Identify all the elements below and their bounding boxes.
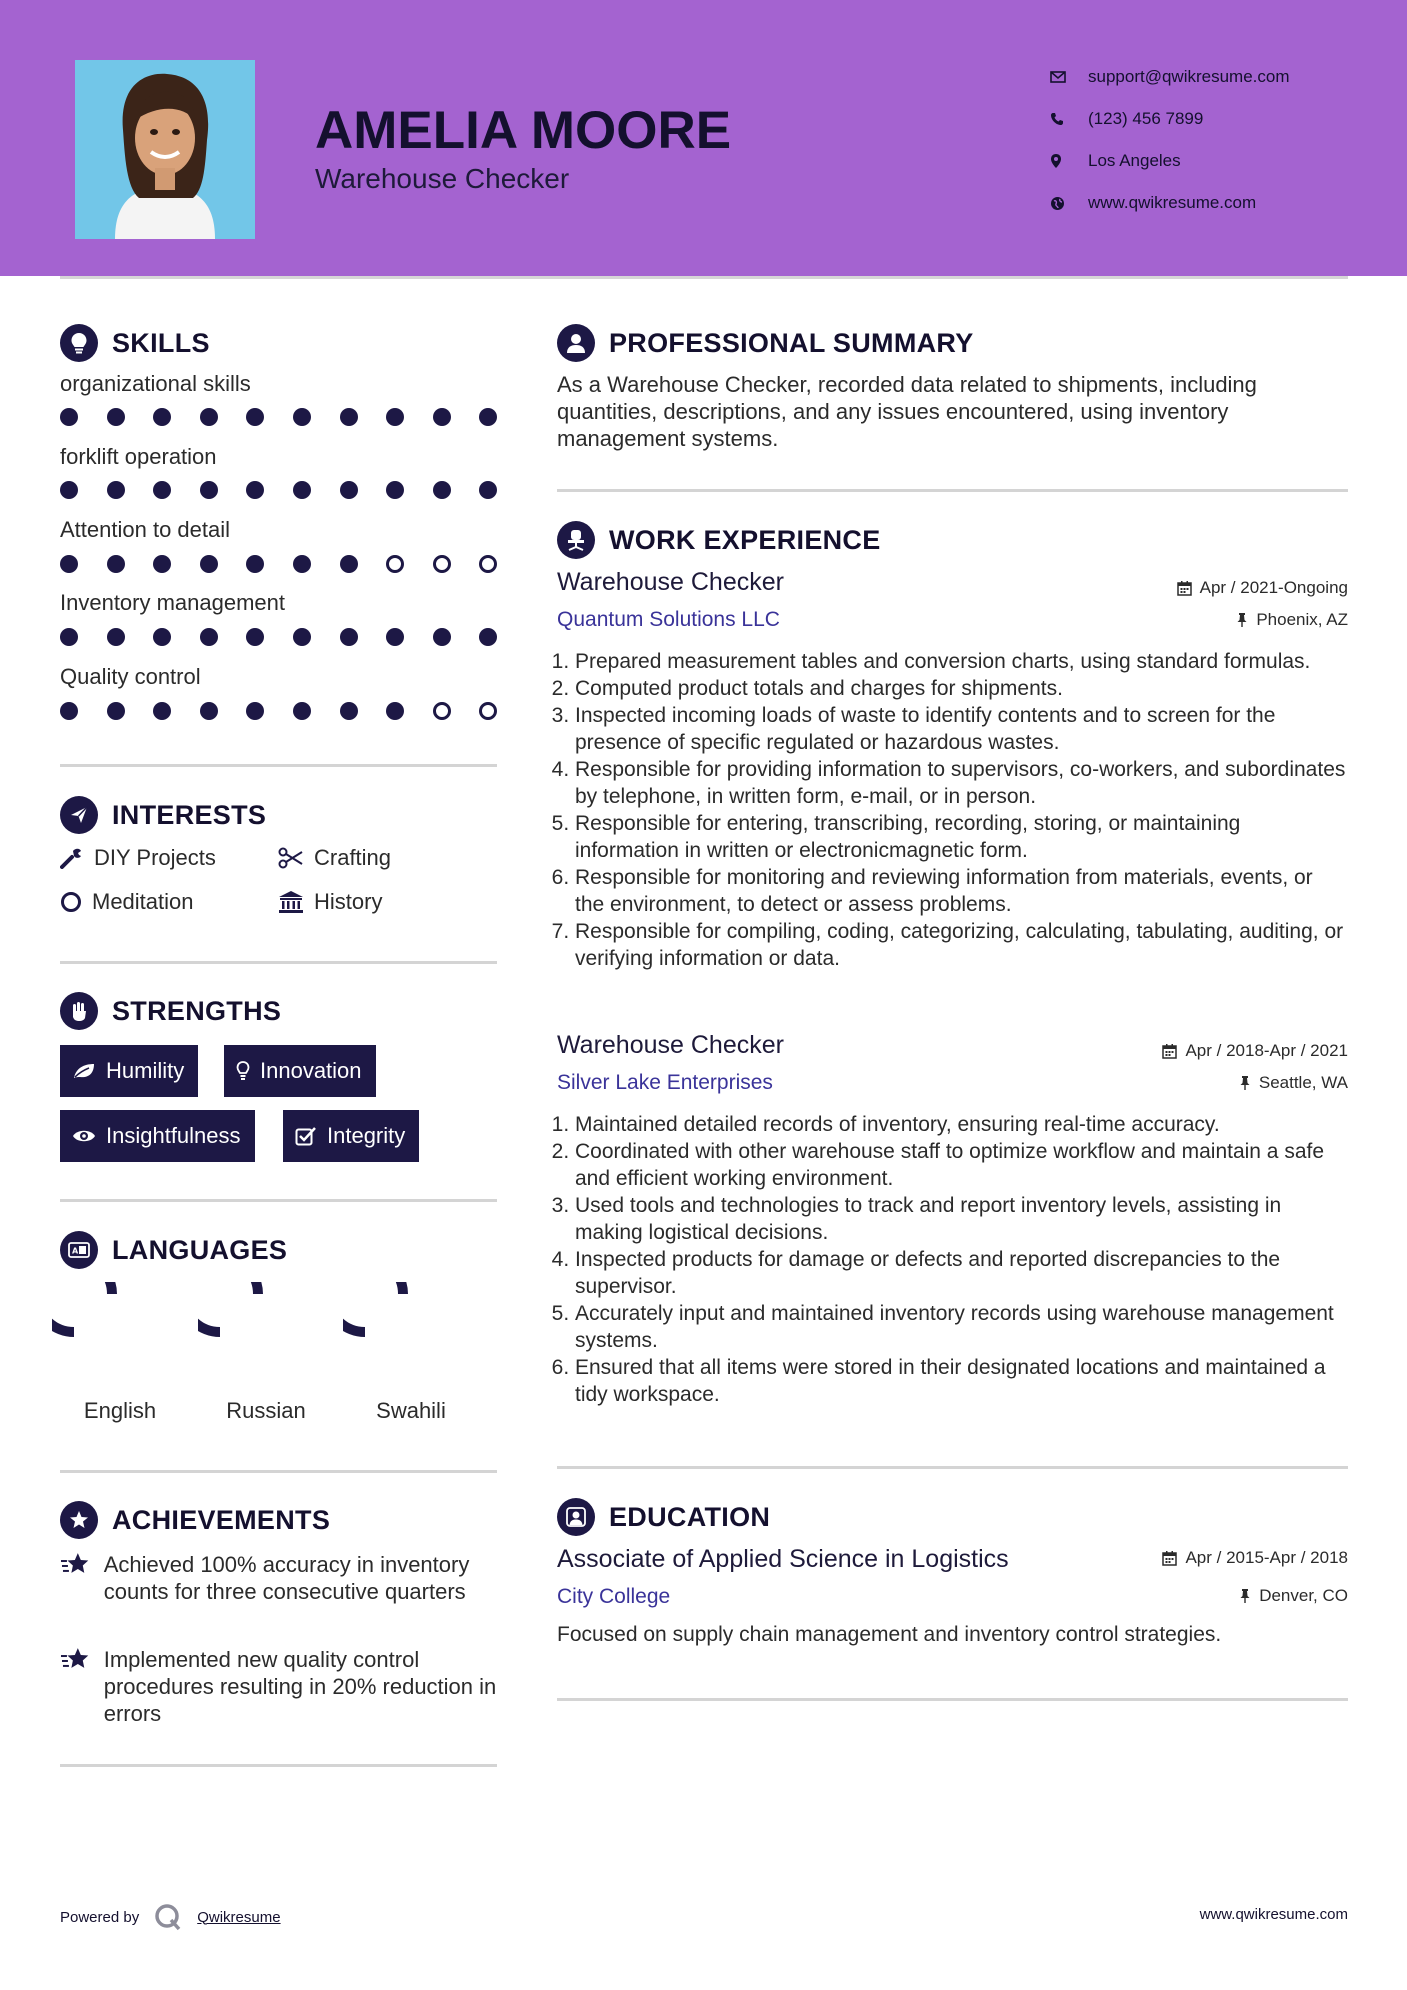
- achievements-heading: [60, 1501, 330, 1539]
- skill-dot-filled: [293, 628, 311, 646]
- skill-dot-filled: [153, 481, 171, 499]
- skill-dot-filled: [433, 408, 451, 426]
- interests-heading-text: INTERESTS: [112, 799, 267, 830]
- duty-item: 4. Responsible for providing information to supervisors, co-workers, and subordinates by telephone, in written form, e-mail, or in person.: [575, 756, 1347, 810]
- skill-dot-filled: [153, 555, 171, 573]
- skill-dot-filled: [200, 702, 218, 720]
- job-title: Warehouse Checker: [557, 568, 784, 596]
- skill-dot-filled: [386, 628, 404, 646]
- duty-item: 6. Responsible for monitoring and reviewing information from materials, events, or the environment, to detect or assess problems.: [575, 864, 1347, 918]
- language-gauge: [52, 1282, 172, 1387]
- job-company: Silver Lake Enterprises: [557, 1071, 773, 1094]
- language-ring-arc: [198, 1282, 258, 1332]
- languages-heading: [60, 1231, 287, 1269]
- powered-by-text: Powered by: [60, 1908, 140, 1926]
- skill-dot-filled: [340, 555, 358, 573]
- summary-text: As a Warehouse Checker, recorded data related to shipments, including quantities, descriptions, and any issues encountered, using inventory management systems.: [557, 372, 1257, 451]
- skill-label: organizational skills: [60, 371, 251, 396]
- skill-dot-filled: [386, 408, 404, 426]
- strength-tag: [60, 1045, 198, 1097]
- pushpin-icon: [1239, 1075, 1251, 1091]
- skill-dot-filled: [246, 702, 264, 720]
- interest-item: [60, 845, 216, 871]
- skill-rating: [60, 481, 500, 501]
- header-divider: [60, 276, 1348, 279]
- hand-icon: [60, 992, 98, 1030]
- skill-dot-filled: [479, 628, 497, 646]
- strength-tag: [60, 1110, 255, 1162]
- strength-label: Innovation: [260, 1058, 362, 1083]
- language-ring-arc: [343, 1282, 403, 1332]
- duty-item: 7. Responsible for compiling, coding, categorizing, calculating, tabulating, auditing, or verifying information or data.: [575, 918, 1347, 972]
- section-divider: [557, 1698, 1348, 1701]
- job-location-text: Phoenix, AZ: [1256, 610, 1348, 629]
- interest-label: DIY Projects: [94, 845, 216, 870]
- skill-dot-filled: [60, 702, 78, 720]
- interest-item: [60, 889, 194, 915]
- skill-label: Quality control: [60, 664, 201, 689]
- svg-text:A: A: [72, 1246, 79, 1256]
- skill-label: Inventory management: [60, 590, 286, 615]
- skill-label: Attention to detail: [60, 517, 231, 542]
- strength-label: Insightfulness: [106, 1123, 241, 1148]
- phone-icon: [1050, 112, 1088, 126]
- skill-dot-filled: [153, 702, 171, 720]
- skill-dot-filled: [293, 555, 311, 573]
- skill-dot-empty: [479, 702, 497, 720]
- achievements-heading-text: ACHIEVEMENTS: [112, 1504, 331, 1535]
- contact-website[interactable]: [1050, 182, 1290, 224]
- job-duties: [557, 1111, 1347, 1408]
- interest-label: History: [314, 889, 383, 914]
- skill-dot-filled: [386, 702, 404, 720]
- skill-dot-filled: [153, 408, 171, 426]
- skill-dot-filled: [200, 481, 218, 499]
- skill-rating: [60, 628, 500, 648]
- skill-dot-filled: [60, 481, 78, 499]
- skill-dot-filled: [60, 555, 78, 573]
- check-square-icon: [295, 1126, 317, 1146]
- skill-dot-filled: [433, 628, 451, 646]
- duty-item: 1. Maintained detailed records of inventory, ensuring real-time accuracy.: [575, 1111, 1347, 1138]
- leaf-icon: [72, 1062, 96, 1080]
- duty-item: 3. Inspected incoming loads of waste to identify contents and to screen for the presence of specific regulated or hazardous wastes.: [575, 702, 1347, 756]
- section-divider: [60, 961, 497, 964]
- scissors-icon: [278, 847, 304, 869]
- job-location: [1236, 610, 1348, 630]
- skill-dot-filled: [293, 702, 311, 720]
- skills-heading: [60, 324, 210, 362]
- language-label: English: [83, 1398, 157, 1423]
- skill-dot-filled: [107, 555, 125, 573]
- contact-location-text: Los Angeles: [1088, 151, 1181, 170]
- experience-heading-text: WORK EXPERIENCE: [609, 524, 881, 555]
- language-ring-arc: [52, 1282, 112, 1332]
- education-dates: [1162, 1548, 1348, 1568]
- envelope-icon: [1050, 71, 1088, 83]
- language-gauge: [198, 1282, 318, 1387]
- skill-dot-filled: [293, 481, 311, 499]
- header-banner: [0, 0, 1407, 276]
- skill-dot-empty: [386, 555, 404, 573]
- skill-dot-empty: [479, 555, 497, 573]
- job-dates: [1177, 578, 1348, 598]
- contact-phone: [1050, 98, 1290, 140]
- interest-label: Meditation: [92, 889, 194, 914]
- skill-dot-empty: [433, 702, 451, 720]
- candidate-name: AMELIA MOORE: [315, 101, 732, 160]
- duty-item: 5. Responsible for entering, transcribing, recording, storing, or maintaining information in written or electronicmagnetic form.: [575, 810, 1347, 864]
- globe-icon: [1050, 196, 1088, 211]
- user-icon: [557, 324, 595, 362]
- skill-dot-filled: [60, 408, 78, 426]
- summary-heading-text: PROFESSIONAL SUMMARY: [609, 327, 974, 358]
- skill-rating: [60, 555, 500, 575]
- achievement-item: [60, 1551, 500, 1605]
- pushpin-icon: [1239, 1588, 1251, 1604]
- skill-dot-filled: [340, 481, 358, 499]
- interest-item: [278, 845, 391, 871]
- wrench-icon: [60, 847, 84, 869]
- section-divider: [60, 1470, 497, 1473]
- skills-heading-text: SKILLS: [112, 327, 210, 358]
- job-location: [1239, 1073, 1348, 1093]
- contact-list: [1050, 56, 1290, 224]
- duty-item: 4. Inspected products for damage or defects and reported discrepancies to the supervisor.: [575, 1246, 1347, 1300]
- job-location-text: Seattle, WA: [1258, 1073, 1348, 1092]
- achievement-text: Implemented new quality control procedures resulting in 20% reduction in errors: [103, 1647, 497, 1726]
- skill-dot-filled: [479, 481, 497, 499]
- experience-heading: [557, 521, 881, 559]
- job-dates-text: Apr / 2018-Apr / 2021: [1185, 1041, 1348, 1060]
- skill-dot-filled: [107, 408, 125, 426]
- skill-dot-filled: [246, 628, 264, 646]
- lightbulb-icon: [236, 1060, 250, 1082]
- duty-item: 3. Used tools and technologies to track and report inventory levels, assisting in making logistical decisions.: [575, 1192, 1347, 1246]
- profile-photo: [75, 60, 255, 239]
- footer-branding: [60, 1902, 281, 1932]
- skill-dot-filled: [340, 702, 358, 720]
- calendar-icon: [1177, 580, 1192, 596]
- strength-label: Integrity: [327, 1123, 406, 1148]
- circle-icon: [60, 891, 82, 913]
- job-dates-text: Apr / 2021-Ongoing: [1199, 578, 1348, 597]
- degree-title: Associate of Applied Science in Logistics: [557, 1545, 1009, 1573]
- candidate-title: Warehouse Checker: [315, 163, 570, 194]
- calendar-icon: [1162, 1550, 1177, 1566]
- summary-heading: [557, 324, 974, 362]
- language-label: Swahili: [376, 1398, 446, 1423]
- skill-dot-filled: [246, 481, 264, 499]
- lightbulb-icon: [60, 324, 98, 362]
- office-chair-icon: [557, 521, 595, 559]
- skill-dot-filled: [200, 408, 218, 426]
- language-icon: [60, 1231, 98, 1269]
- skill-dot-filled: [340, 408, 358, 426]
- job-company: Quantum Solutions LLC: [557, 608, 780, 631]
- qwikresume-logo-icon: [153, 1902, 183, 1932]
- section-divider: [557, 1466, 1348, 1469]
- contact-email[interactable]: [1050, 56, 1290, 98]
- paper-plane-icon: [60, 796, 98, 834]
- qwikresume-link[interactable]: Qwikresume: [197, 1908, 281, 1926]
- contact-email-text[interactable]: support@qwikresume.com: [1088, 67, 1290, 86]
- skill-dot-filled: [107, 481, 125, 499]
- education-location: [1239, 1586, 1348, 1606]
- skill-dot-empty: [433, 555, 451, 573]
- contact-website-text[interactable]: www.qwikresume.com: [1088, 193, 1257, 212]
- education-dates-text: Apr / 2015-Apr / 2018: [1185, 1548, 1348, 1567]
- duty-item: 5. Accurately input and maintained inventory records using warehouse management systems.: [575, 1300, 1347, 1354]
- strength-label: Humility: [106, 1058, 185, 1083]
- interest-item: [278, 889, 382, 915]
- duty-item: 1. Prepared measurement tables and conversion charts, using standard formulas.: [575, 648, 1347, 675]
- skill-dot-filled: [60, 628, 78, 646]
- skill-dot-filled: [107, 702, 125, 720]
- star-badge-icon: [60, 1501, 98, 1539]
- skill-rating: [60, 702, 500, 722]
- education-description: Focused on supply chain management and inventory control strategies.: [557, 1623, 1222, 1646]
- skill-rating: [60, 408, 500, 428]
- education-heading: [557, 1498, 770, 1536]
- star-icon: [60, 1551, 92, 1577]
- language-label: Russian: [226, 1398, 306, 1423]
- contact-phone-text: (123) 456 7899: [1088, 109, 1204, 128]
- achievement-item: [60, 1646, 500, 1727]
- pushpin-icon: [1236, 612, 1248, 628]
- calendar-icon: [1162, 1043, 1177, 1059]
- eye-icon: [72, 1128, 96, 1144]
- skill-dot-filled: [293, 408, 311, 426]
- languages-heading-text: LANGUAGES: [112, 1234, 288, 1265]
- skill-dot-filled: [153, 628, 171, 646]
- section-divider: [60, 1764, 497, 1767]
- language-ring: [343, 1282, 463, 1382]
- strengths-heading-text: STRENGTHS: [112, 995, 282, 1026]
- skill-dot-filled: [340, 628, 358, 646]
- skill-dot-filled: [386, 481, 404, 499]
- map-pin-icon: [1050, 153, 1088, 169]
- strength-tag: [224, 1045, 376, 1097]
- interests-heading: [60, 796, 266, 834]
- language-gauge: [343, 1282, 463, 1387]
- skill-dot-filled: [433, 481, 451, 499]
- job-dates: [1162, 1041, 1348, 1061]
- strength-tag: [283, 1110, 419, 1162]
- skill-dot-filled: [107, 628, 125, 646]
- skill-dot-filled: [200, 555, 218, 573]
- school-name: City College: [557, 1585, 671, 1608]
- skill-dot-filled: [246, 408, 264, 426]
- graduate-icon: [557, 1498, 595, 1536]
- contact-location: [1050, 140, 1290, 182]
- skill-dot-filled: [479, 408, 497, 426]
- interest-label: Crafting: [314, 845, 392, 870]
- footer-website[interactable]: www.qwikresume.com: [1199, 1906, 1348, 1923]
- job-duties: [557, 648, 1347, 972]
- duty-item: 2. Computed product totals and charges for shipments.: [575, 675, 1347, 702]
- duty-item: 2. Coordinated with other warehouse staff to optimize workflow and maintain a safe and efficient working environment.: [575, 1138, 1347, 1192]
- section-divider: [557, 489, 1348, 492]
- duty-item: 6. Ensured that all items were stored in their designated locations and maintained a tidy workspace.: [575, 1354, 1347, 1408]
- skill-dot-filled: [200, 628, 218, 646]
- job-title: Warehouse Checker: [557, 1031, 784, 1059]
- star-icon: [60, 1646, 92, 1672]
- achievement-text: Achieved 100% accuracy in inventory counts for three consecutive quarters: [103, 1552, 470, 1604]
- skill-label: forklift operation: [60, 444, 217, 469]
- language-ring: [52, 1282, 172, 1382]
- education-heading-text: EDUCATION: [609, 1501, 771, 1532]
- education-location-text: Denver, CO: [1259, 1586, 1348, 1605]
- museum-icon: [278, 890, 304, 914]
- section-divider: [60, 764, 497, 767]
- skill-dot-filled: [246, 555, 264, 573]
- language-ring: [198, 1282, 318, 1382]
- section-divider: [60, 1199, 497, 1202]
- strengths-heading: [60, 992, 281, 1030]
